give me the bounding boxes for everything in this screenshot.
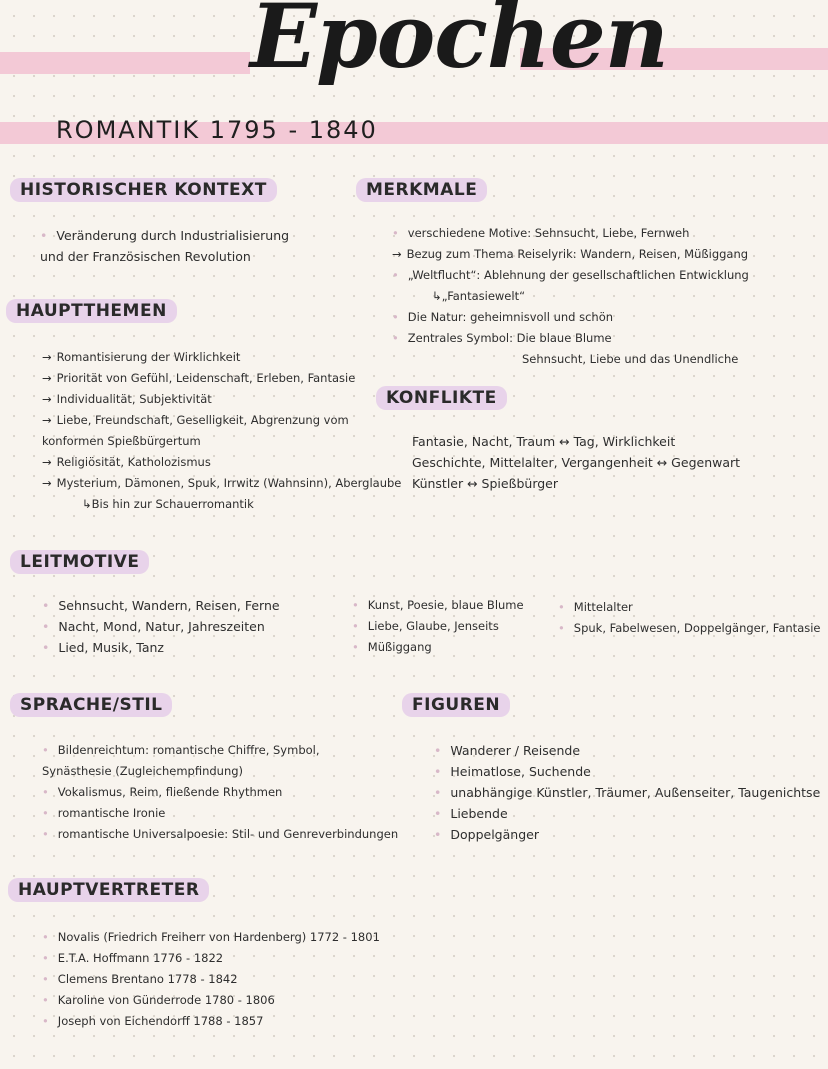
list-item: → Bezug zum Thema Reiselyrik: Wandern, Reisen, Müßiggang: [392, 244, 749, 265]
list-item: • Nacht, Mond, Natur, Jahreszeiten: [42, 616, 280, 637]
list-item: → Religiösität, Katholozismus: [42, 452, 401, 473]
list-item: • Spuk, Fabelwesen, Doppelgänger, Fantasie: [558, 618, 821, 639]
list-item: Künstler ↔ Spießbürger: [412, 476, 559, 491]
heading-sprache-stil: SPRACHE/STIL: [10, 693, 172, 717]
list-item: • Clemens Brentano 1778 - 1842: [42, 969, 380, 990]
leitmotive-col3: [558, 597, 821, 639]
list-item: → Priorität von Gefühl, Leidenschaft, Erleben, Fantasie: [42, 368, 401, 389]
list-item: • Müßiggang: [352, 637, 524, 658]
list-item: ↳ „Fantasiewelt“: [392, 286, 749, 307]
list-item: Fantasie, Nacht, Traum ↔ Tag, Wirklichkeit: [412, 434, 676, 449]
leitmotive-col1: [42, 595, 280, 658]
sprache-stil-list: [42, 740, 398, 845]
list-item: • Vokalismus, Reim, fließende Rhythmen: [42, 782, 398, 803]
list-item: • Heimatlose, Suchende: [434, 761, 820, 782]
figuren-list: [434, 740, 820, 845]
list-item: • Veränderung durch Industrialisierung: [40, 225, 289, 246]
list-item: Sehnsucht, Liebe und das Unendliche: [522, 352, 739, 366]
list-item: • verschiedene Motive: Sehnsucht, Liebe, Fernweh: [392, 223, 749, 244]
list-item: → Individualität, Subjektivität: [42, 389, 401, 410]
list-item: • Sehnsucht, Wandern, Reisen, Ferne: [42, 595, 280, 616]
title-band-left: [0, 52, 250, 74]
heading-hauptvertreter: HAUPTVERTRETER: [8, 878, 209, 902]
heading-konflikte: KONFLIKTE: [376, 386, 507, 410]
list-item: Synästhesie (Zugleichempfindung): [42, 764, 244, 778]
list-item: • Novalis (Friedrich Freiherr von Hardenberg) 1772 - 1801: [42, 927, 380, 948]
list-item: → Mysterium, Dämonen, Spuk, Irrwitz (Wahnsinn), Aberglaube: [42, 473, 401, 494]
list-item: • romantische Ironie: [42, 803, 398, 824]
historischer-kontext-text: [40, 225, 289, 267]
konflikte-list: [412, 431, 740, 494]
list-item: → Romantisierung der Wirklichkeit: [42, 347, 401, 368]
list-item: • Liebende: [434, 803, 820, 824]
heading-figuren: FIGUREN: [402, 693, 510, 717]
list-item: • E.T.A. Hoffmann 1776 - 1822: [42, 948, 380, 969]
list-item: • Liebe, Glaube, Jenseits: [352, 616, 524, 637]
list-item: • romantische Universalpoesie: Stil- und Genreverbindungen: [42, 824, 398, 845]
list-item: • Zentrales Symbol: Die blaue Blume: [392, 328, 749, 349]
page-title: Epochen: [250, 0, 668, 88]
list-item: • Joseph von Eichendorff 1788 - 1857: [42, 1011, 380, 1032]
page-subtitle: ROMANTIK 1795 - 1840: [56, 116, 378, 144]
list-item: • Mittelalter: [558, 597, 821, 618]
list-item: • Doppelgänger: [434, 824, 820, 845]
heading-historischer-kontext: HISTORISCHER KONTEXT: [10, 178, 277, 202]
list-item: konformen Spießbürgertum: [42, 434, 201, 448]
list-item: • „Weltflucht“: Ablehnung der gesellschaftlichen Entwicklung: [392, 265, 749, 286]
list-item: • Karoline von Günderrode 1780 - 1806: [42, 990, 380, 1011]
list-item: → Liebe, Freundschaft, Geselligkeit, Abgrenzung vom: [42, 410, 401, 431]
heading-leitmotive: LEITMOTIVE: [10, 550, 149, 574]
list-item: • Bildenreichtum: romantische Chiffre, Symbol,: [42, 740, 398, 761]
hauptvertreter-list: [42, 927, 380, 1032]
leitmotive-col2: [352, 595, 524, 658]
list-item: • Kunst, Poesie, blaue Blume: [352, 595, 524, 616]
list-item: • Lied, Musik, Tanz: [42, 637, 280, 658]
heading-merkmale: MERKMALE: [356, 178, 487, 202]
list-item: • Wanderer / Reisende: [434, 740, 820, 761]
merkmale-list: [392, 223, 749, 370]
heading-hauptthemen: HAUPTTHEMEN: [6, 299, 177, 323]
list-item: ↳ Bis hin zur Schauerromantik: [42, 494, 401, 515]
list-item: • unabhängige Künstler, Träumer, Außenseiter, Taugenichtse: [434, 782, 820, 803]
list-item: Geschichte, Mittelalter, Vergangenheit ↔ Gegenwart: [412, 455, 741, 470]
hauptthemen-list: [42, 347, 401, 515]
list-item: • Die Natur: geheimnisvoll und schön: [392, 307, 749, 328]
list-item: und der Französischen Revolution: [40, 249, 251, 264]
